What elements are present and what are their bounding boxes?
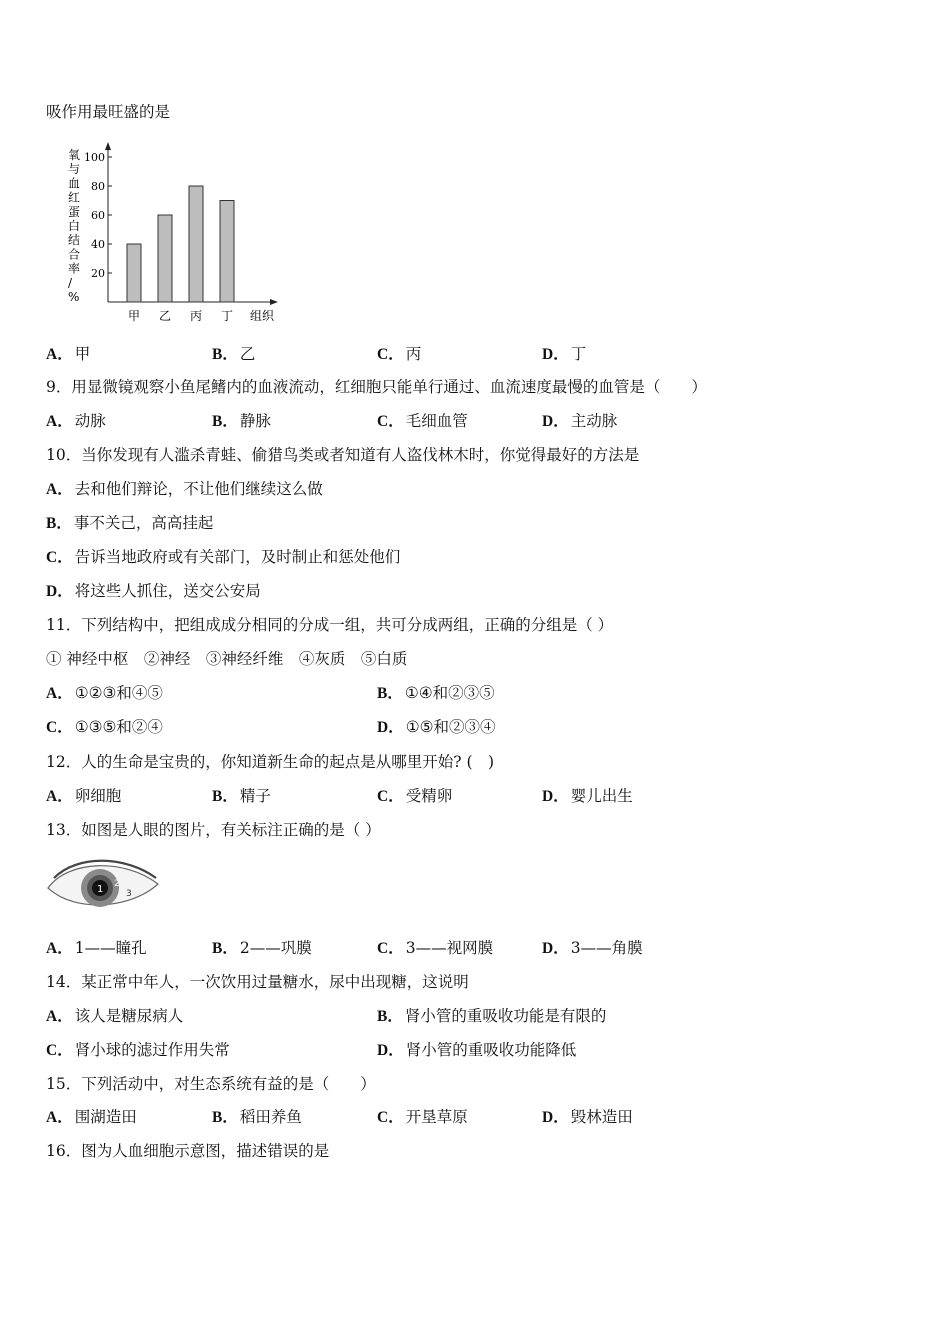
option-text: 卵细胞 <box>74 787 122 805</box>
q14-option-c[interactable] <box>46 1040 230 1061</box>
q13-option-c[interactable] <box>377 938 493 959</box>
option-key: D． <box>377 1042 404 1059</box>
q10-option-d[interactable] <box>46 581 261 602</box>
option-key: D． <box>542 413 569 430</box>
option-key: D． <box>542 346 569 363</box>
option-text: 2——巩膜 <box>239 939 312 957</box>
option-text: 围湖造田 <box>74 1108 137 1126</box>
option-text: 静脉 <box>239 412 271 430</box>
option-key: C． <box>46 1042 73 1059</box>
option-text: ①②③和④⑤ <box>74 684 163 702</box>
q11-option-c[interactable] <box>46 717 163 738</box>
option-text: 告诉当地政府或有关部门，及时制止和惩处他们 <box>74 548 401 566</box>
question-9-stem: 9．用显微镜观察小鱼尾鳍内的血液流动，红细胞只能单行通过、血流速度最慢的血管是（ ） <box>46 378 707 396</box>
x-category-label: 乙 <box>158 309 172 323</box>
question-10-stem: 10．当你发现有人滥杀青蛙、偷猎鸟类或者知道有人盗伐林木时，你觉得最好的方法是 <box>46 446 640 464</box>
option-text: 稻田养鱼 <box>239 1108 302 1126</box>
question-11-stem: 11．下列结构中，把组成成分相同的分成一组，共可分成两组，正确的分组是（ ） <box>46 616 614 634</box>
option-key: C． <box>377 788 404 805</box>
q8-option-c[interactable] <box>377 344 421 365</box>
option-key: B． <box>377 685 403 702</box>
y-tick-label: 100 <box>84 151 105 164</box>
option-text: 去和他们辩论，不让他们继续这么做 <box>74 480 323 498</box>
option-key: A． <box>46 346 73 363</box>
option-text: 肾小管的重吸收功能是有限的 <box>404 1007 607 1025</box>
q12-option-b[interactable] <box>212 786 271 807</box>
option-key: A． <box>46 481 73 498</box>
question-13-stem: 13．如图是人眼的图片，有关标注正确的是（ ） <box>46 821 381 839</box>
bar-乙 <box>158 215 172 302</box>
option-text: ①③⑤和②④ <box>74 718 163 736</box>
option-key: D． <box>46 583 73 600</box>
option-key: B． <box>212 788 238 805</box>
bar-丙 <box>189 186 203 302</box>
q9-option-a[interactable] <box>46 411 106 432</box>
option-key: C． <box>46 719 73 736</box>
option-text: 事不关己，高高挂起 <box>73 514 214 532</box>
option-key: D． <box>542 940 569 957</box>
bar-甲 <box>127 244 141 302</box>
option-text: 甲 <box>74 345 91 363</box>
q15-option-b[interactable] <box>212 1107 302 1128</box>
q15-option-c[interactable] <box>377 1107 468 1128</box>
bar-丁 <box>220 201 234 303</box>
option-key: B． <box>212 346 238 363</box>
question-12-stem: 12．人的生命是宝贵的，你知道新生命的起点是从哪里开始? ( ) <box>46 753 495 771</box>
q12-option-d[interactable] <box>542 786 633 807</box>
option-key: B． <box>46 515 72 532</box>
option-text: 主动脉 <box>570 412 618 430</box>
option-text: ①④和②③⑤ <box>404 684 495 702</box>
q14-option-d[interactable] <box>377 1040 576 1061</box>
q12-option-c[interactable] <box>377 786 452 807</box>
option-key: A． <box>46 413 73 430</box>
option-key: A． <box>46 685 73 702</box>
q11-option-d[interactable] <box>377 717 496 738</box>
q12-option-a[interactable] <box>46 786 121 807</box>
option-key: C． <box>377 1109 404 1126</box>
option-text: 受精卵 <box>405 787 453 805</box>
option-key: D． <box>542 1109 569 1126</box>
q11-option-a[interactable] <box>46 683 163 704</box>
question-11-items: ① 神经中枢 ②神经 ③神经纤维 ④灰质 ⑤白质 <box>46 650 408 668</box>
option-text: ①⑤和②③④ <box>405 718 496 736</box>
option-text: 动脉 <box>74 412 106 430</box>
q8-option-d[interactable] <box>542 344 586 365</box>
x-axis-arrow <box>270 299 278 305</box>
x-category-label: 甲 <box>127 309 141 323</box>
option-key: D． <box>542 788 569 805</box>
option-text: 肾小球的滤过作用失常 <box>74 1041 230 1059</box>
question-16-stem: 16．图为人血细胞示意图，描述错误的是 <box>46 1142 330 1160</box>
option-key: A． <box>46 1008 73 1025</box>
question-8-stem-tail: 吸作用最旺盛的是 <box>46 103 171 121</box>
bar-chart <box>62 140 292 330</box>
y-tick-label: 20 <box>91 267 105 280</box>
eye-label-1: 1 <box>97 884 104 895</box>
option-key: B． <box>212 1109 238 1126</box>
option-key: B． <box>212 940 238 957</box>
option-text: 1——瞳孔 <box>74 939 147 957</box>
q9-option-d[interactable] <box>542 411 617 432</box>
x-category-label: 丁 <box>220 309 234 323</box>
eye-figure <box>46 856 162 922</box>
option-text: 毁林造田 <box>570 1108 633 1126</box>
option-key: A． <box>46 1109 73 1126</box>
option-text: 3——角膜 <box>570 939 643 957</box>
option-key: C． <box>377 940 404 957</box>
y-tick-label: 60 <box>91 209 105 222</box>
option-text: 将这些人抓住，送交公安局 <box>74 582 261 600</box>
option-key: A． <box>46 940 73 957</box>
option-key: B． <box>377 1008 403 1025</box>
q10-option-b[interactable] <box>46 513 213 534</box>
option-text: 毛细血管 <box>405 412 468 430</box>
q13-option-d[interactable] <box>542 938 643 959</box>
eye-label-3: 3 <box>126 889 132 899</box>
option-text: 丙 <box>405 345 422 363</box>
question-14-stem: 14．某正常中年人，一次饮用过量糖水，尿中出现糖，这说明 <box>46 973 469 991</box>
option-key: B． <box>212 413 238 430</box>
chart-ylabel-text: 氧与血红蛋白结合率/ % <box>68 148 81 304</box>
option-text: 该人是糖尿病人 <box>74 1007 184 1025</box>
option-key: C． <box>377 413 404 430</box>
option-key: C． <box>46 549 73 566</box>
option-text: 3——视网膜 <box>405 939 494 957</box>
eye-label-2: 2 <box>114 879 120 889</box>
q9-option-b[interactable] <box>212 411 271 432</box>
y-tick-label: 40 <box>91 238 105 251</box>
option-text: 精子 <box>239 787 271 805</box>
q14-option-b[interactable] <box>377 1006 606 1027</box>
y-axis-arrow <box>105 142 111 150</box>
q13-option-b[interactable] <box>212 938 312 959</box>
chart-xlabel: 组织 <box>250 309 275 323</box>
q15-option-d[interactable] <box>542 1107 633 1128</box>
option-text: 婴儿出生 <box>570 787 633 805</box>
question-15-stem: 15．下列活动中，对生态系统有益的是（ ） <box>46 1075 376 1093</box>
q10-option-a[interactable] <box>46 479 323 500</box>
x-category-label: 丙 <box>189 309 203 323</box>
option-text: 乙 <box>239 345 256 363</box>
q11-option-b[interactable] <box>377 683 495 704</box>
q8-option-a[interactable] <box>46 344 90 365</box>
option-key: D． <box>377 719 404 736</box>
option-key: C． <box>377 346 404 363</box>
option-text: 肾小管的重吸收功能降低 <box>405 1041 577 1059</box>
chart-ylabel <box>68 148 80 304</box>
y-tick-label: 80 <box>91 180 105 193</box>
q8-option-b[interactable] <box>212 344 255 365</box>
option-text: 开垦草原 <box>405 1108 468 1126</box>
option-text: 丁 <box>570 345 587 363</box>
q13-option-a[interactable] <box>46 938 147 959</box>
q15-option-a[interactable] <box>46 1107 137 1128</box>
option-key: A． <box>46 788 73 805</box>
q10-option-c[interactable] <box>46 547 400 568</box>
q14-option-a[interactable] <box>46 1006 183 1027</box>
q9-option-c[interactable] <box>377 411 468 432</box>
